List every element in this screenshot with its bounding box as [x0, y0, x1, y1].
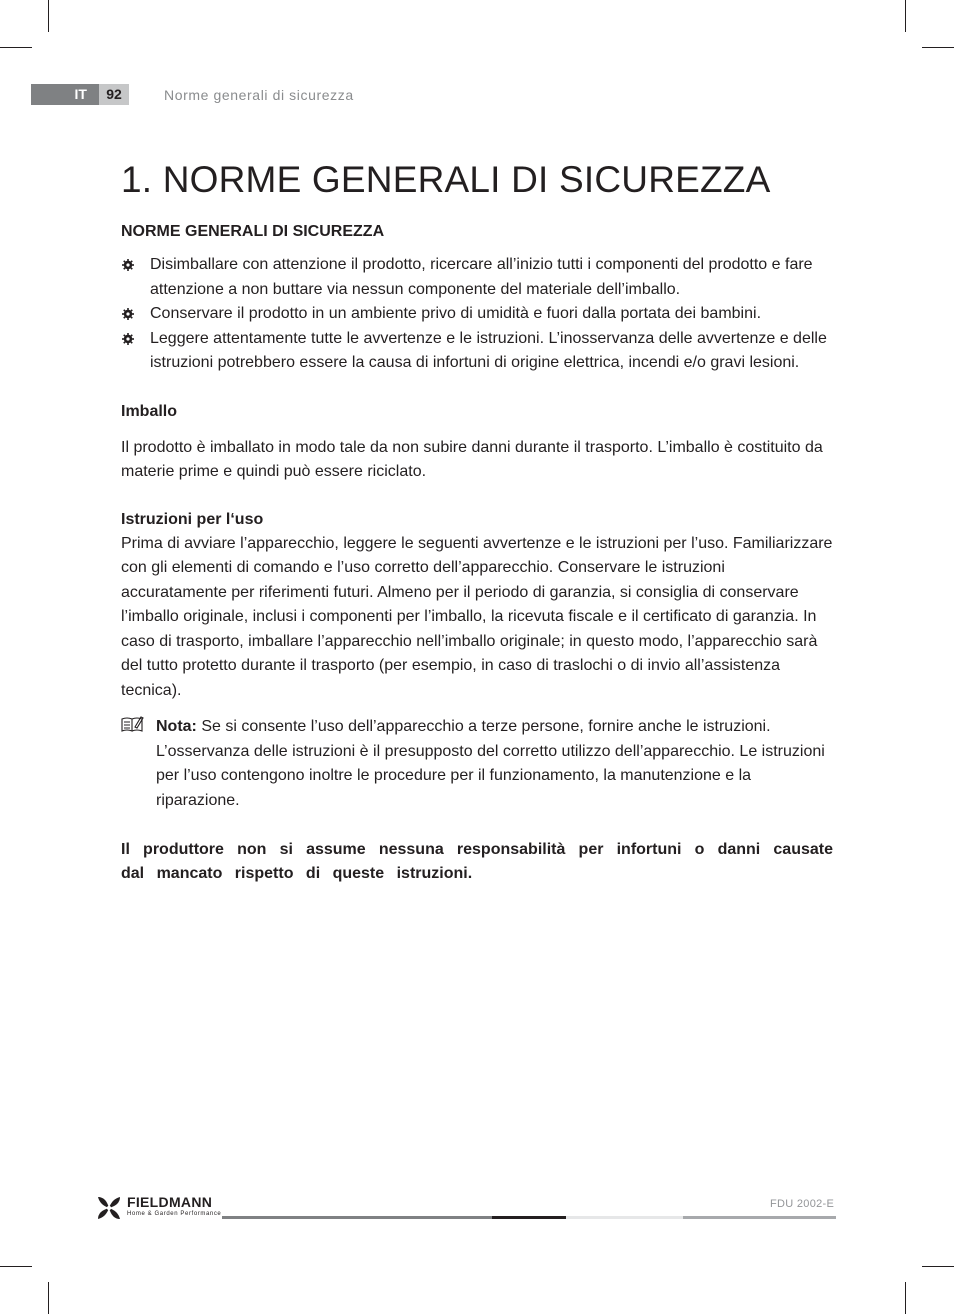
- running-header: Norme generali di sicurezza: [164, 87, 354, 103]
- instructions-heading: Istruzioni per l‘uso: [121, 510, 264, 528]
- crop-mark: [48, 0, 49, 32]
- disclaimer: Il produttore non si assume nessuna responsabilità per infortuni o danni causate dal mancato rispetto di queste istruzioni.: [121, 841, 833, 882]
- brand-tagline: Home & Garden Performance: [127, 1211, 222, 1217]
- brand-name: FIELDMANN: [127, 1194, 213, 1210]
- note-block: [121, 715, 833, 813]
- crop-mark: [48, 1282, 49, 1314]
- list-item: [121, 302, 833, 327]
- gear-bullet-icon: [122, 333, 134, 345]
- fan-logo-icon: [94, 1193, 124, 1223]
- page-number: 92: [99, 84, 129, 105]
- crop-mark: [905, 1282, 906, 1314]
- main-content: [121, 150, 833, 886]
- safety-heading: NORME GENERALI DI SICUREZZA: [121, 223, 385, 240]
- footer-rule: [683, 1216, 836, 1219]
- safety-list: [121, 253, 833, 376]
- crop-mark: [922, 1266, 954, 1267]
- crop-mark: [0, 1266, 32, 1267]
- language-tab: IT: [31, 84, 99, 105]
- note-text: Se si consente l’uso dell’apparecchio a terze persone, fornire anche le istruzioni. L’osservanza delle istruzioni è il presupposto del corretto utilizzo dell’apparecchio. Le istruzioni per l’uso contengono inoltre le procedure per il funzionamento, la manutenzione e la riparazione.: [156, 718, 825, 809]
- list-item: [121, 253, 833, 302]
- footer-rule: [222, 1216, 492, 1219]
- crop-mark: [905, 0, 906, 32]
- gear-bullet-icon: [122, 308, 134, 320]
- note-paragraph: [156, 715, 833, 813]
- list-item: [121, 327, 833, 376]
- packaging-text: Il prodotto è imballato in modo tale da non subire danni durante il trasporto. L’imballo è costituito da materie prime e quindi può essere riciclato.: [121, 438, 823, 480]
- crop-mark: [922, 47, 954, 48]
- crop-mark: [0, 47, 32, 48]
- list-item-text: Leggere attentamente tutte le avvertenze e le istruzioni. L’inosservanza delle avvertenze e delle istruzioni potrebbero essere la causa di infortuni di origine elettrica, incendi e/o gravi lesioni.: [150, 329, 827, 371]
- list-item-text: Disimballare con attenzione il prodotto, ricercare all’inizio tutti i componenti del prodotto e fare attenzione a non buttare via nessun componente del materiale dell’imballo.: [150, 256, 813, 298]
- footer-rule: [566, 1216, 683, 1219]
- instructions-text: Prima di avviare l’apparecchio, leggere le seguenti avvertenze e le istruzioni per l’uso. Familiarizzare con gli elementi di comando e l’uso corretto dell’apparecchio. Conservare le istruzioni accuratamente per riferimenti futuri. Almeno per il periodo di garanzia, si consiglia di conservare l’imballo originale, inclusi i componenti per l’imballo, la ricevuta fiscale e il certificato di garanzia. In caso di trasporto, imballare l’apparecchio nell’imballo originale; in questo modo, l’apparecchio sarà del tutto protetto durante il trasporto (per esempio, in caso di traslochi o di invio all’assistenza tecnica).: [121, 534, 833, 699]
- book-icon: [121, 715, 144, 733]
- list-item-text: Conservare il prodotto in un ambiente privo di umidità e fuori dalla portata dei bambini.: [150, 305, 762, 322]
- gear-bullet-icon: [122, 259, 134, 271]
- model-number: FDU 2002-E: [770, 1198, 835, 1210]
- footer-rule: [492, 1216, 566, 1219]
- brand-logo: [94, 1193, 224, 1223]
- note-label: Nota:: [156, 718, 197, 735]
- packaging-heading: Imballo: [121, 402, 178, 420]
- page-title: 1. NORME GENERALI DI SICUREZZA: [121, 159, 771, 200]
